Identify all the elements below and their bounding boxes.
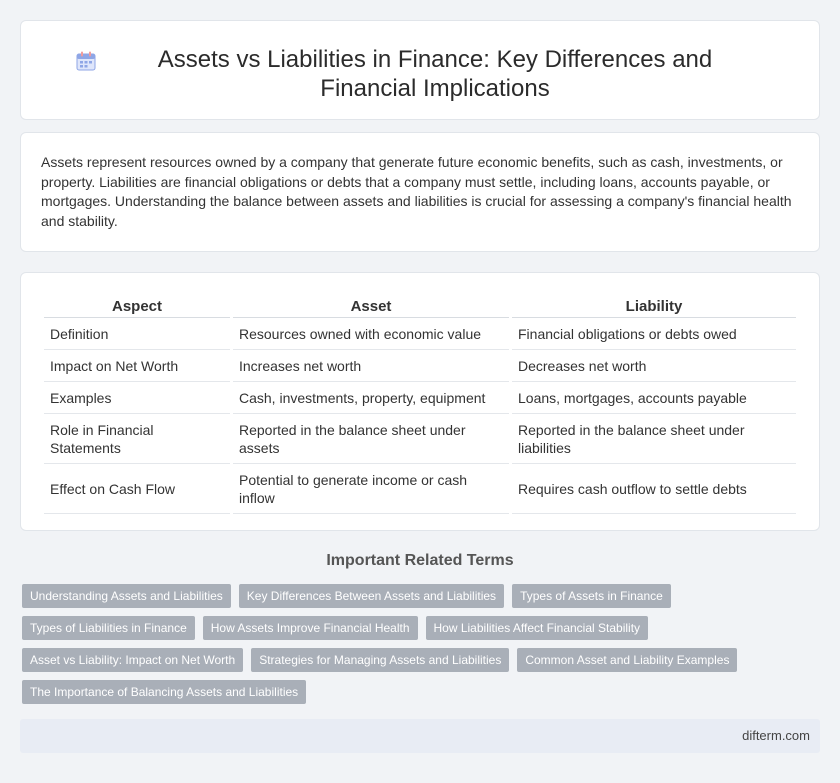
- related-term-tag[interactable]: Asset vs Liability: Impact on Net Worth: [22, 648, 243, 672]
- related-term-tag[interactable]: How Liabilities Affect Financial Stability: [426, 616, 649, 640]
- table-cell-liability: Reported in the balance sheet under liabilities: [512, 414, 796, 464]
- table-cell-asset: Potential to generate income or cash inflow: [233, 464, 509, 514]
- footer: [20, 719, 820, 753]
- page-title: Assets vs Liabilities in Finance: Key Differences and Financial Implications: [157, 46, 713, 102]
- table-cell-aspect: Impact on Net Worth: [44, 350, 230, 382]
- intro-paragraph: Assets represent resources owned by a company that generate future economic benefits, such as cash, investments, or property. Liabilities are financial obligations or debts that a company must settle, including loans, accounts payable, or mortgages. Understanding the balance between assets and liabilities is crucial for assessing a company's financial health and stability.: [41, 154, 792, 229]
- table-cell-aspect: Examples: [44, 382, 230, 414]
- comparison-table-card: [20, 272, 820, 531]
- column-header-asset: Asset: [233, 293, 509, 318]
- calendar-icon: [75, 50, 97, 72]
- title-card: [20, 20, 820, 120]
- table-cell-liability: Financial obligations or debts owed: [512, 318, 796, 350]
- related-term-tag[interactable]: Types of Assets in Finance: [512, 584, 671, 608]
- column-header-liability: Liability: [512, 293, 796, 318]
- table-row: [44, 318, 796, 350]
- column-header-aspect: Aspect: [44, 293, 230, 318]
- related-term-tag[interactable]: Common Asset and Liability Examples: [517, 648, 737, 672]
- related-term-tag[interactable]: How Assets Improve Financial Health: [203, 616, 418, 640]
- table-row: [44, 350, 796, 382]
- table-row: [44, 464, 796, 514]
- table-cell-liability: Requires cash outflow to settle debts: [512, 464, 796, 514]
- table-cell-asset: Cash, investments, property, equipment: [233, 382, 509, 414]
- table-cell-asset: Reported in the balance sheet under assets: [233, 414, 509, 464]
- comparison-table: [41, 293, 799, 514]
- table-row: [44, 382, 796, 414]
- table-cell-asset: Increases net worth: [233, 350, 509, 382]
- related-term-tag[interactable]: Understanding Assets and Liabilities: [22, 584, 231, 608]
- related-term-tag[interactable]: The Importance of Balancing Assets and Liabilities: [22, 680, 306, 704]
- related-terms-heading: Important Related Terms: [326, 552, 514, 569]
- table-cell-asset: Resources owned with economic value: [233, 318, 509, 350]
- table-cell-aspect: Definition: [44, 318, 230, 350]
- table-cell-aspect: Role in Financial Statements: [44, 414, 230, 464]
- table-header-row: [44, 293, 796, 318]
- table-cell-liability: Decreases net worth: [512, 350, 796, 382]
- related-term-tag[interactable]: Types of Liabilities in Finance: [22, 616, 195, 640]
- table-row: [44, 414, 796, 464]
- related-term-tag[interactable]: Key Differences Between Assets and Liabilities: [239, 584, 504, 608]
- footer-site-link[interactable]: difterm.com: [742, 728, 810, 743]
- intro-card: [20, 132, 820, 252]
- table-cell-liability: Loans, mortgages, accounts payable: [512, 382, 796, 414]
- table-cell-aspect: Effect on Cash Flow: [44, 464, 230, 514]
- related-terms-list: [22, 584, 822, 712]
- related-term-tag[interactable]: Strategies for Managing Assets and Liabilities: [251, 648, 509, 672]
